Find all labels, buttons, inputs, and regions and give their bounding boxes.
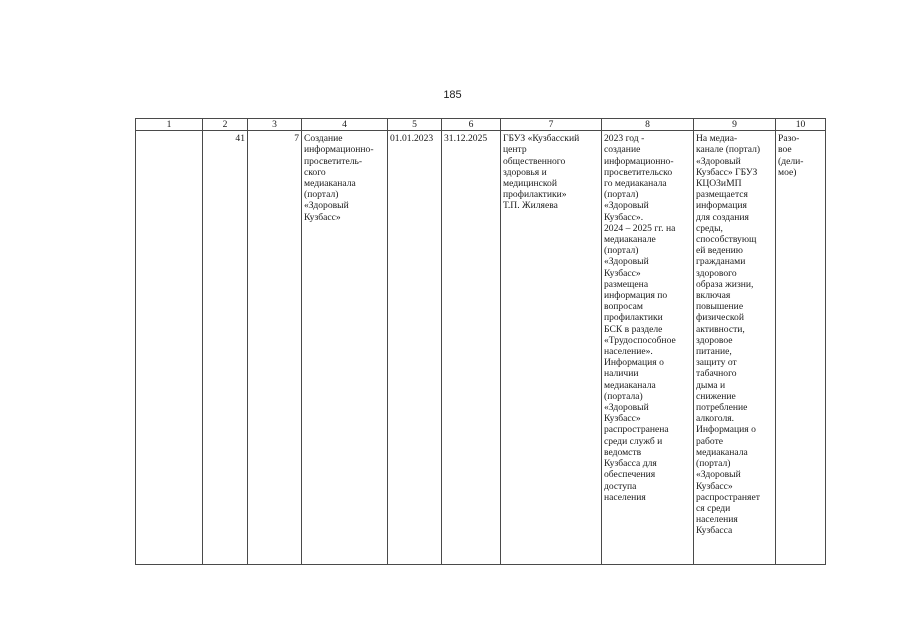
column-header-2: 2 bbox=[203, 119, 248, 131]
cell-activity-name: Создание информационно- просветитель- ского медиаканала (портал) «Здоровый Кузбасс» bbox=[302, 131, 388, 565]
column-header-9: 9 bbox=[694, 119, 776, 131]
page-number: 185 bbox=[443, 89, 462, 101]
cell-row-number: 41 bbox=[203, 131, 248, 565]
column-header-3: 3 bbox=[248, 119, 302, 131]
cell-actual-result: На медиа- канале (портал) «Здоровый Кузбасс» ГБУЗ КЦОЗиМП размещается информация для создания среды, способствующ ей ведению гражданами здорового образа жизни, включая повышение физической активности, здоровое питание, защиту от табачного дыма и снижение потребление алкоголя. Информация о работе медиаканала (портал) «Здоровый Кузбасс» распространяет ся среди населения Кузбасса bbox=[694, 131, 776, 565]
cell-responsible: ГБУЗ «Кузбасский центр общественного здоровья и медицинской профилактики» Т.П. Жиляева bbox=[501, 131, 602, 565]
column-header-8: 8 bbox=[602, 119, 694, 131]
cell-type: Разо- вое (дели- мое) bbox=[776, 131, 826, 565]
column-header-7: 7 bbox=[501, 119, 602, 131]
cell-expected-result: 2023 год - создание информационно- просветительско го медиаканала (портал) «Здоровый Кузбасс». 2024 – 2025 гг. на медиаканале (портал) «Здоровый Кузбасс» размещена информация по вопросам профилактики БСК в разделе «Трудоспособное население». Информация о наличии медиаканала (портала) «Здоровый Кузбасс» распространена среди служб и ведомств Кузбасса для обеспечения доступа населения bbox=[602, 131, 694, 565]
column-header-10: 10 bbox=[776, 119, 826, 131]
column-header-5: 5 bbox=[388, 119, 442, 131]
header-row bbox=[136, 119, 826, 131]
column-header-1: 1 bbox=[136, 119, 203, 131]
column-header-6: 6 bbox=[442, 119, 501, 131]
cell-end-date: 31.12.2025 bbox=[442, 131, 501, 565]
column-header-4: 4 bbox=[302, 119, 388, 131]
plan-table bbox=[135, 118, 826, 565]
cell-item-number: 7 bbox=[248, 131, 302, 565]
cell-section bbox=[136, 131, 203, 565]
table-row bbox=[136, 131, 826, 565]
cell-start-date: 01.01.2023 bbox=[388, 131, 442, 565]
